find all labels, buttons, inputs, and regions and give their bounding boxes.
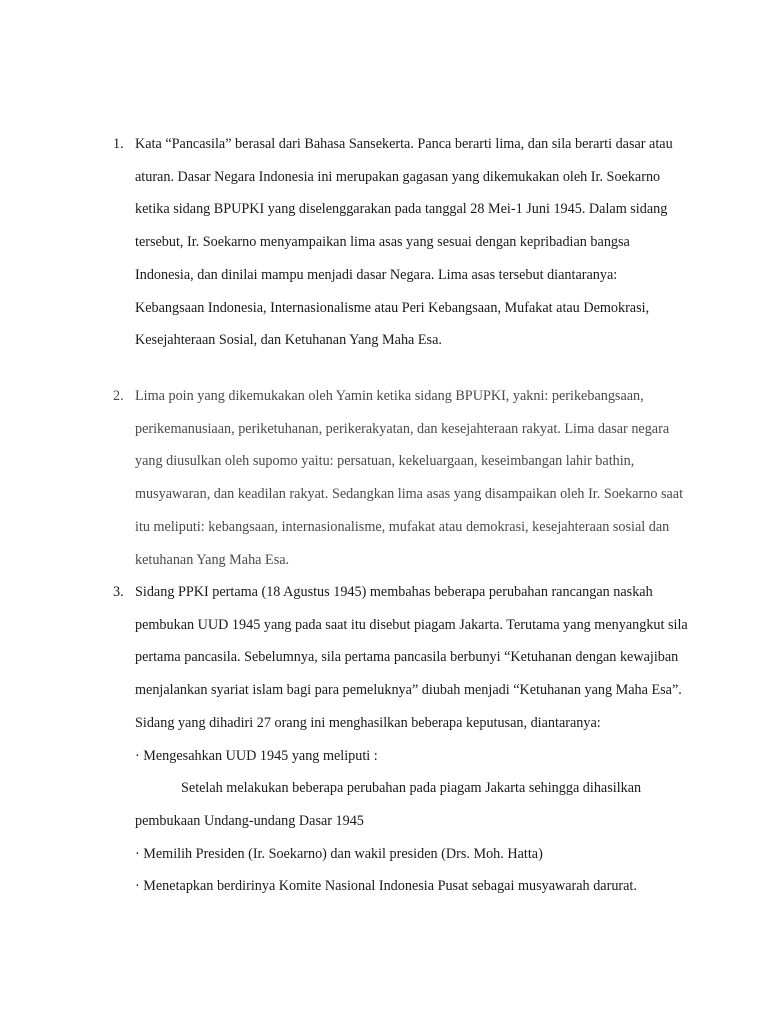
indented-line: Setelah melakukan beberapa perubahan pada piagam Jakarta sehingga dihasilkan: [181, 780, 642, 797]
list-number: 1.: [113, 136, 124, 152]
text-line: yang diusulkan oleh supomo yaitu: persatuan, kekeluargaan, keseimbangan lahir bathin,: [135, 453, 635, 470]
text-line: Kata “Pancasila” berasal dari Bahasa Sansekerta. Panca berarti lima, dan sila berarti dasar atau: [135, 136, 673, 152]
text-line: itu meliputi: kebangsaan, internasionalisme, mufakat atau demokrasi, kesejahteraan sosial dan: [135, 518, 670, 535]
text-line: Kesejahteraan Sosial, dan Ketuhanan Yang Maha Esa.: [135, 332, 442, 349]
text-line: perikemanusiaan, periketuhanan, perikerakyatan, dan kesejahteraan rakyat. Lima dasar negara: [135, 420, 670, 437]
list-number: 2.: [113, 388, 124, 404]
text-line: tersebut, Ir. Soekarno menyampaikan lima asas yang sesuai dengan kepribadian bangsa: [135, 234, 630, 251]
list-item-text: [135, 576, 695, 903]
list-item-text: [135, 380, 695, 576]
text-line: ketika sidang BPUPKI yang diselenggarakan pada tanggal 28 Mei-1 Juni 1945. Dalam sidang: [135, 201, 668, 218]
text-line: Sidang PPKI pertama (18 Agustus 1945) membahas beberapa perubahan rancangan naskah: [135, 584, 653, 600]
list-number: 3.: [113, 584, 124, 600]
bullet-line: · Mengesahkan UUD 1945 yang meliputi :: [135, 747, 378, 764]
text-line: Indonesia, dan dinilai mampu menjadi dasar Negara. Lima asas tersebut diantaranya:: [135, 266, 618, 283]
bullet-line: · Menetapkan berdirinya Komite Nasional Indonesia Pusat sebagai musyawarah darurat.: [135, 878, 637, 895]
text-line: Sidang yang dihadiri 27 orang ini menghasilkan beberapa keputusan, diantaranya:: [135, 714, 601, 731]
text-line: ketuhanan Yang Maha Esa.: [135, 551, 290, 568]
text-line: Kebangsaan Indonesia, Internasionalisme atau Peri Kebangsaan, Mufakat atau Demokrasi,: [135, 299, 650, 316]
text-line: menjalankan syariat islam bagi para pemeluknya” diubah menjadi “Ketuhanan yang Maha Esa”.: [135, 682, 682, 699]
text-line: aturan. Dasar Negara Indonesia ini merupakan gagasan yang dikemukakan oleh Ir. Soekarno: [135, 168, 661, 185]
text-line: pembukan UUD 1945 yang pada saat itu disebut piagam Jakarta. Terutama yang menyangkut sila: [135, 616, 688, 633]
text-line: Lima poin yang dikemukakan oleh Yamin ketika sidang BPUPKI, yakni: perikebangsaan,: [135, 388, 644, 404]
bullet-line: · Memilih Presiden (Ir. Soekarno) dan wakil presiden (Drs. Moh. Hatta): [135, 845, 543, 862]
text-line: pembukaan Undang-undang Dasar 1945: [135, 812, 364, 829]
text-line: pertama pancasila. Sebelumnya, sila pertama pancasila berbunyi “Ketuhanan dengan kewajiban: [135, 649, 679, 666]
text-line: musyawaran, dan keadilan rakyat. Sedangkan lima asas yang disampaikan oleh Ir. Soekarno saat: [135, 486, 684, 503]
list-item-text: [135, 128, 695, 357]
